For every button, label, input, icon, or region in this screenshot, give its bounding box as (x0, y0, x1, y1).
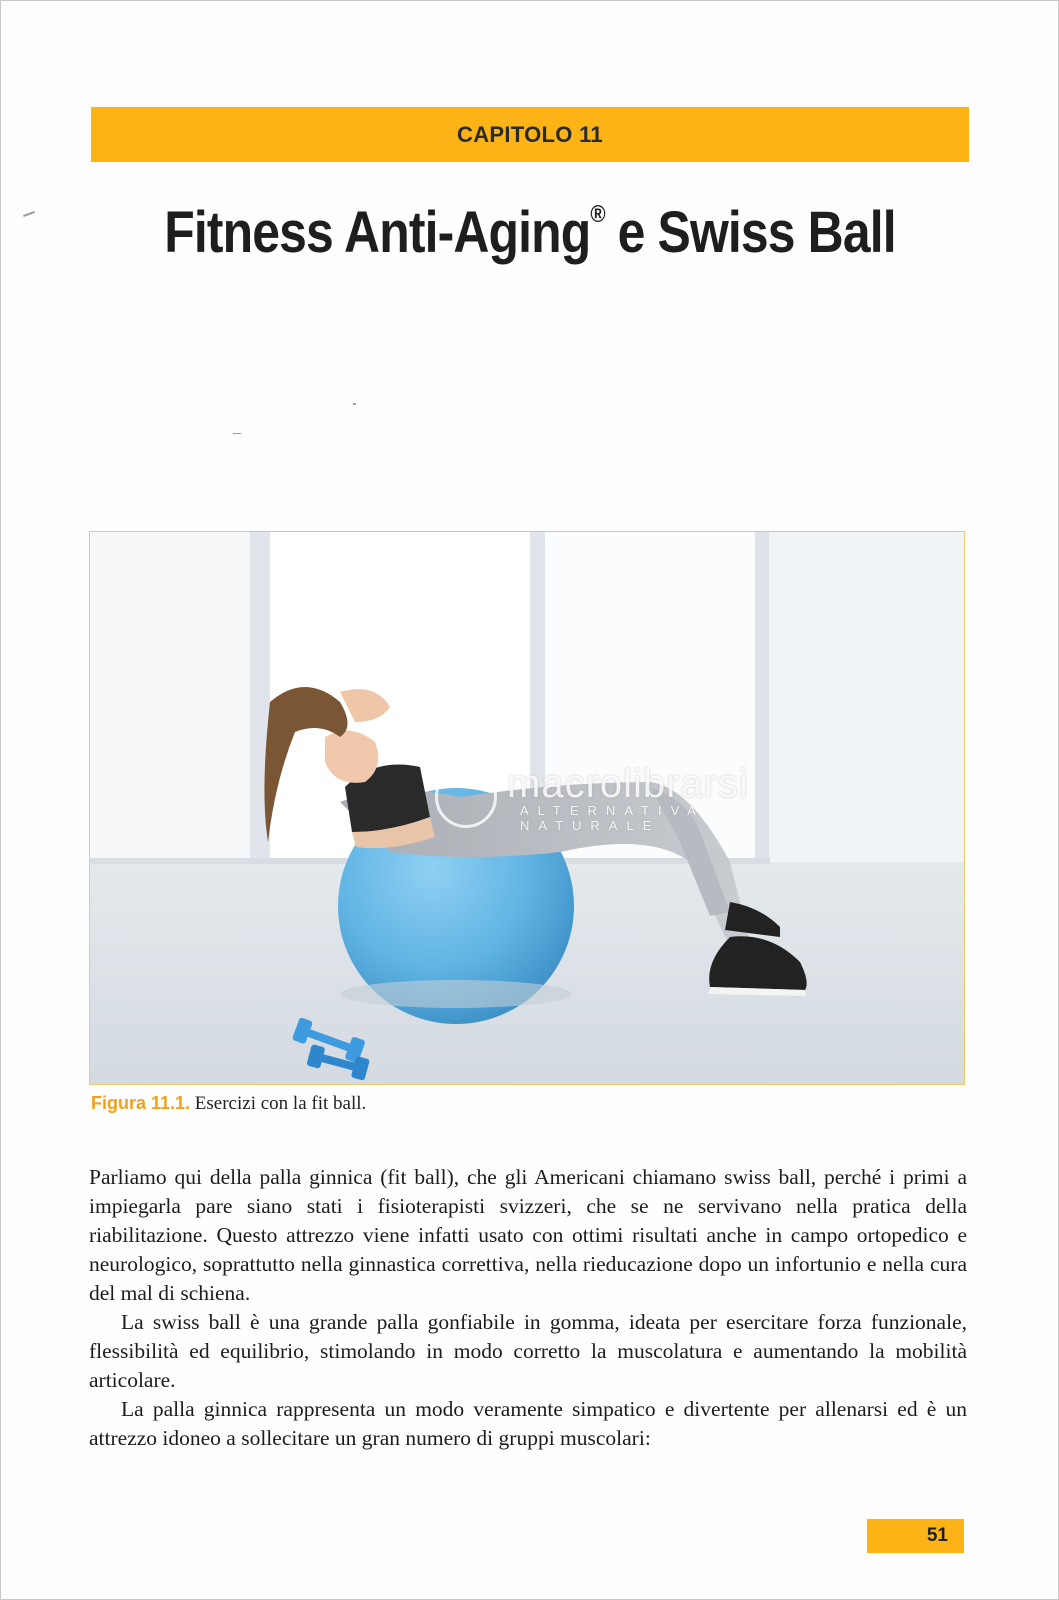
checkmark-icon (435, 766, 497, 828)
page-number-box (867, 1519, 964, 1553)
chapter-label: CAPITOLO 11 (457, 121, 603, 147)
exercise-photo (89, 531, 965, 1085)
caption-text: Esercizi con la fit ball. (190, 1093, 367, 1114)
watermark (435, 762, 835, 833)
paragraph: La palla ginnica rappresenta un modo veramente simpatico e divertente per allenarsi ed è un attrezzo idoneo a sollecitare un gran numero di gruppi muscolari: (89, 1397, 967, 1450)
paragraph: Parliamo qui della palla ginnica (fit ball), che gli Americani chiamano swiss ball, perché i primi a impiegarla pare siano stati i fisioterapisti svizzeri, che se ne servivano nella pratica della riabilitazione. Questo attrezzo viene infatti usato con ottimi risultati anche in campo ortopedico e neurologico, soprattutto nella ginnastica correttiva, nella rieducazione dopo un infortunio e nella cura del mal di schiena. (89, 1165, 967, 1305)
chapter-banner (91, 107, 969, 162)
body-text (89, 1163, 967, 1453)
page-number: 51 (926, 1525, 948, 1546)
caption-label: Figura 11.1. (91, 1093, 191, 1113)
title-main: Fitness Anti-Aging (164, 200, 591, 265)
registered-mark: ® (590, 201, 605, 228)
chapter-title (152, 199, 907, 266)
title-rest: e Swiss Ball (604, 200, 896, 265)
paragraph: La swiss ball è una grande palla gonfiabile in gomma, ideata per esercitare forza funzionale, flessibilità ed equilibrio, stimolando in modo corretto la muscolatura e aumentando la mobilità articolare. (89, 1310, 967, 1392)
figure-caption (91, 1093, 366, 1115)
watermark-tagline: ALTERNATIVA NATURALE (520, 803, 705, 833)
watermark-brand: macrolibrarsi (507, 762, 749, 806)
